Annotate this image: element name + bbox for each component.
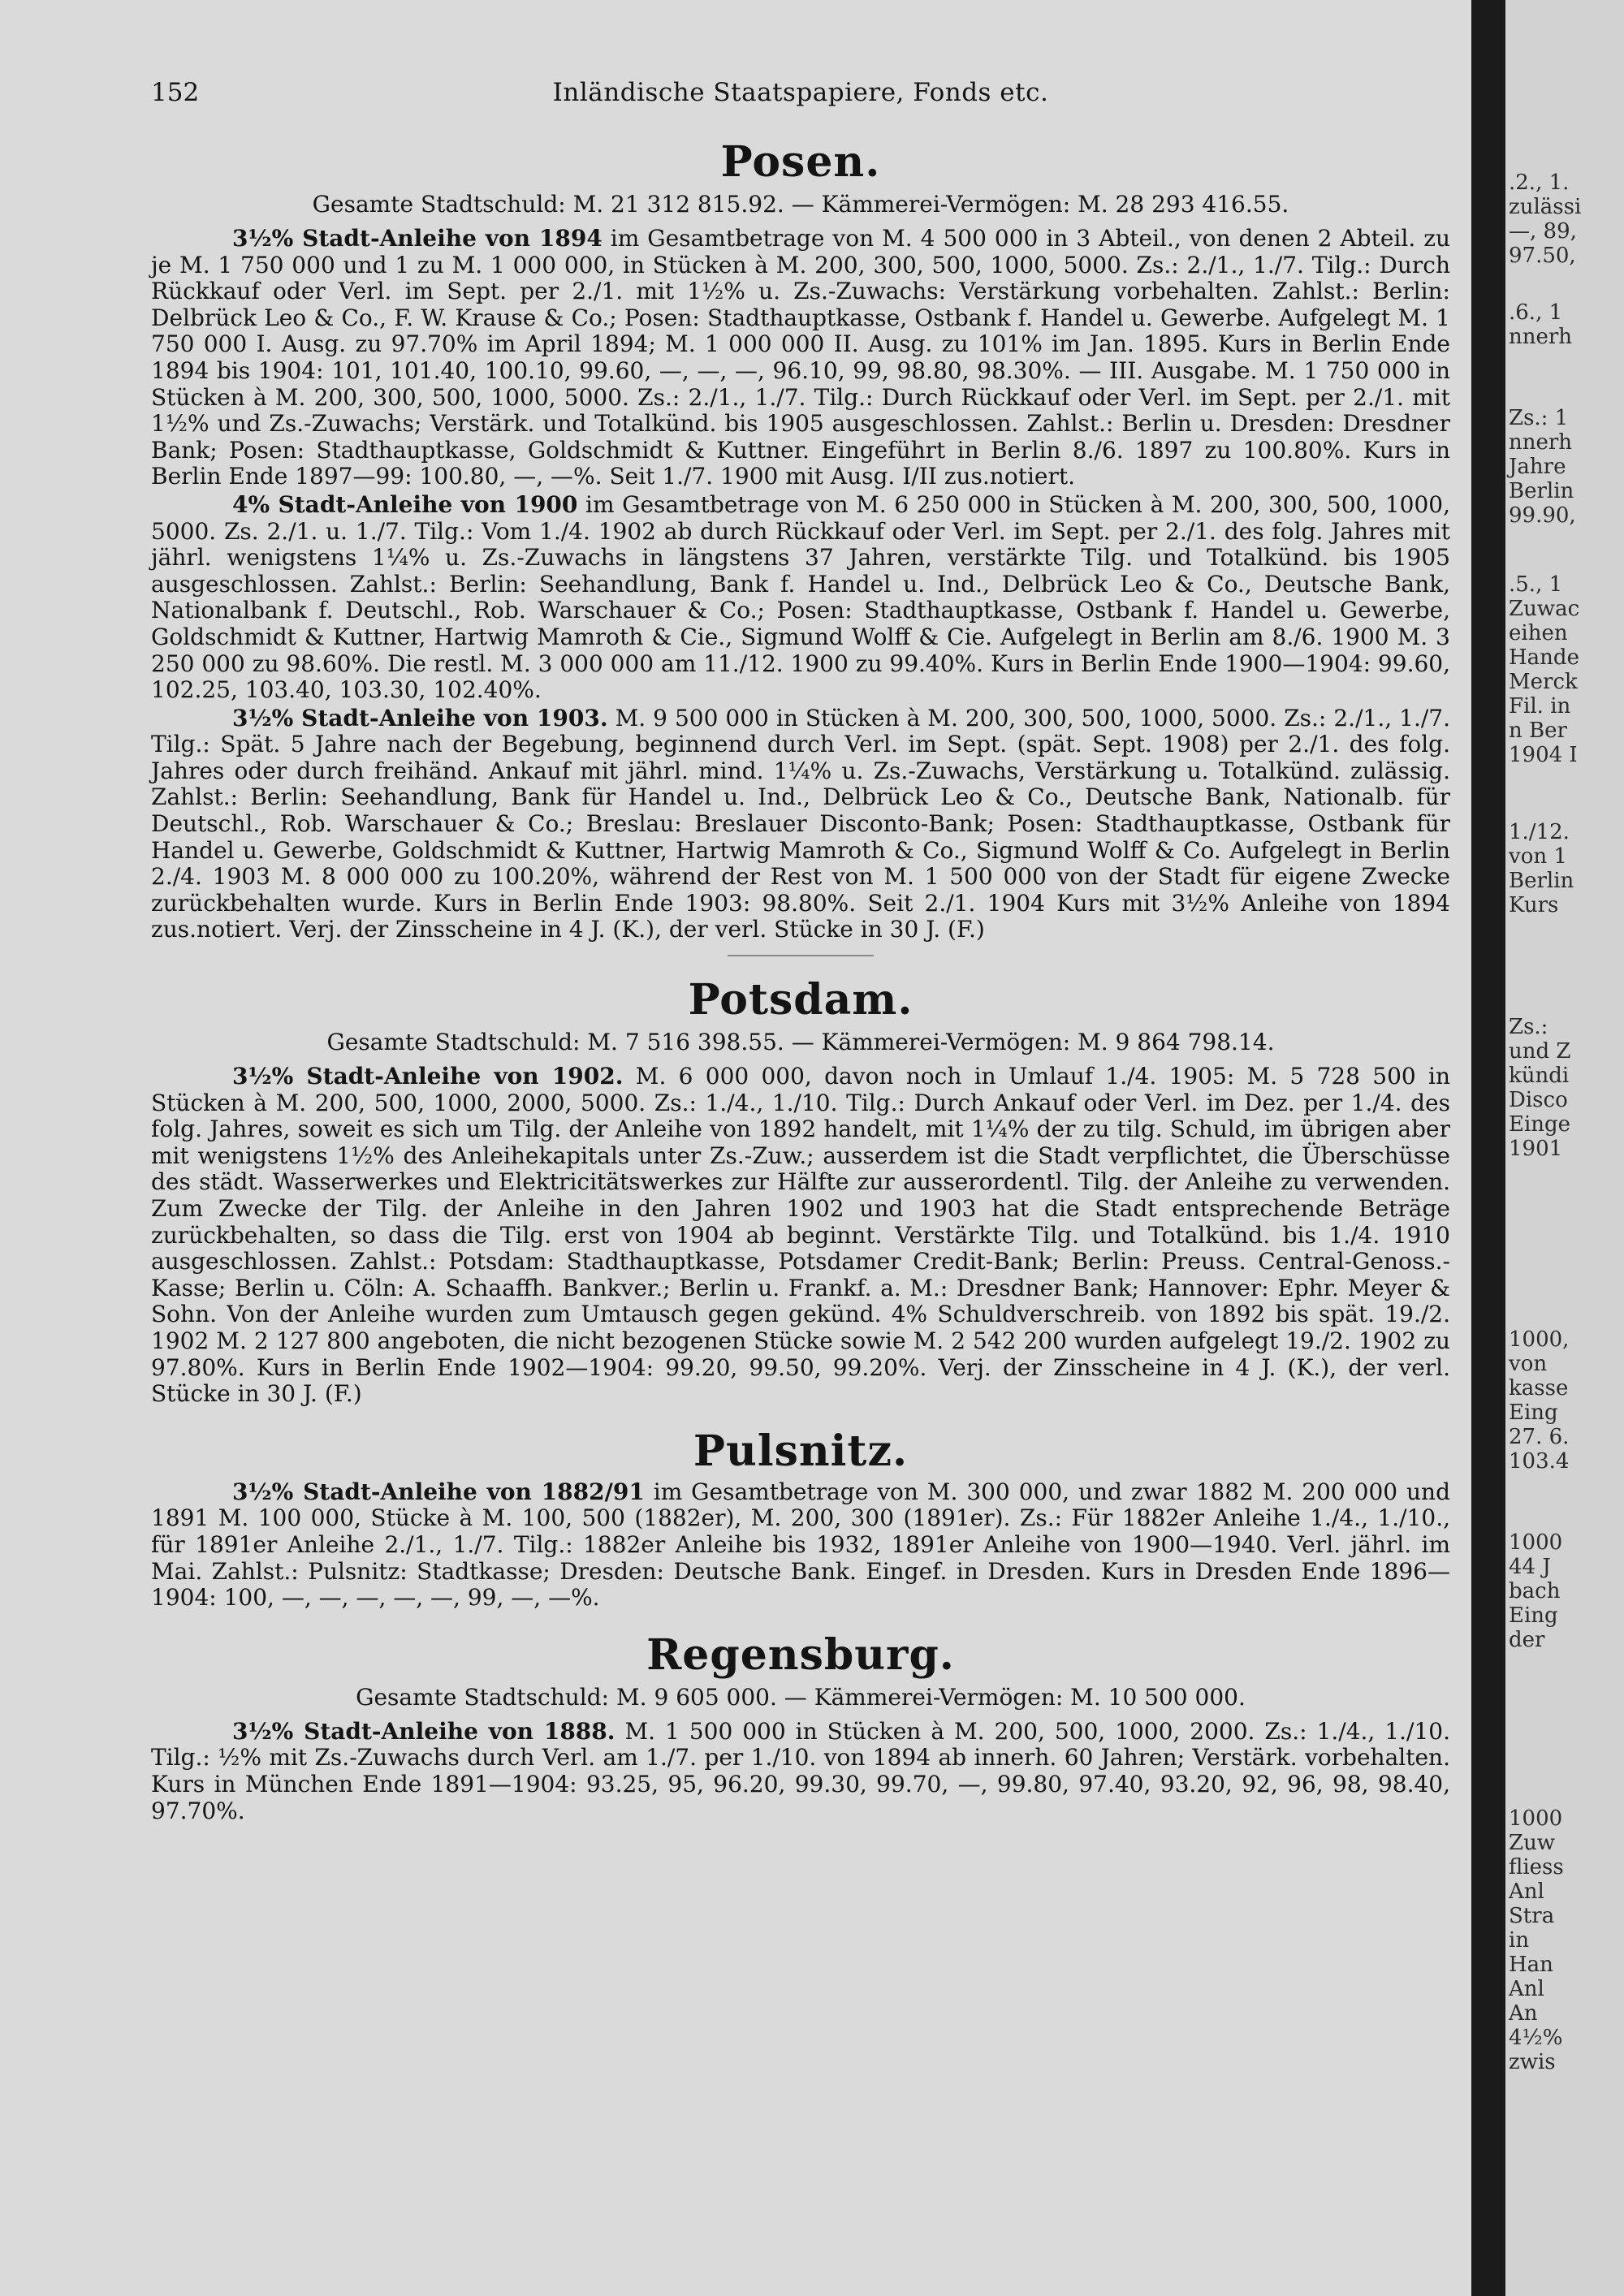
facing-page-fragment: 103.4 [1509,1449,1570,1474]
loan-title: 3½% Stadt-Anleihe von 1888. [232,1717,615,1745]
facing-page-fragment: kasse [1509,1376,1569,1400]
facing-page-fragment: 27. 6. [1509,1425,1570,1449]
facing-page-fragment: 1./12. [1509,820,1570,844]
facing-page-fragment: .2., 1. [1509,170,1570,195]
facing-page-fragment: kündi [1509,1064,1570,1088]
facing-page-fragment: zwis [1509,2050,1556,2074]
facing-page-fragment: in [1509,1928,1530,1953]
facing-page-fragment: n Ber [1509,719,1567,743]
facing-page-fragment: Eing [1509,1603,1558,1628]
facing-page-fragment: Eing [1509,1400,1558,1425]
facing-page-fragment: .6., 1 [1509,300,1563,325]
facing-page-fragment: Stra [1509,1904,1555,1928]
facing-page-fragment: nnerh [1509,430,1573,455]
facing-page-fragment: bach [1509,1579,1561,1603]
loan-entry [151,1719,1450,1824]
loan-text: M. 6 000 000, davon noch in Umlauf 1./4. 1905: M. 5 728 500 in Stücken à M. 200, 500, 1000, 2000, 5000. Zs.: 1./4., 1./10. Tilg.: Durch Ankauf oder Verl. im Dez. per 1./4. des folg. Jahres, soweit es sich um Tilg. der Anleihe von 1892 handelt, mit 1¼% der zu tilg. Schuld, im übrigen aber mit wenigstens 1½% des Anleihekapitals unter Zs.-Zuw.; ausserdem ist die Stadt verpflichtet, die Überschüsse des städt. Wasserwerkes und Elektricitätswerkes zur Hälfte zur ausserordentl. Tilg. der Anleihe zu verwenden. Zum Zwecke der Tilg. der Anleihe in den Jahren 1902 und 1903 hat die Stadt entsprechende Beträge zurückbehalten, so dass die Tilg. erst von 1904 ab beginnt. Verstärkte Tilg. und Totalkünd. bis 1./4. 1910 ausgeschlossen. Zahlst.: Potsdam: Stadthauptkasse, Potsdamer Credit-Bank; Berlin: Preuss. Central-Genoss.-Kasse; Berlin u. Cöln: A. Schaaffh. Bankver.; Berlin u. Frankf. a. M.: Dresdner Bank; Hannover: Ephr. Meyer & Sohn. Von der Anleihe wurden zum Umtausch gegen gekünd. 4% Schuldverschreib. von 1892 bis spät. 19./2. 1902 M. 2 127 800 angeboten, die nicht bezogenen Stücke sowie M. 2 542 200 wurden aufgelegt 19./2. 1902 zu 97.80%. Kurs in Berlin Ende 1902—1904: 99.20, 99.50, 99.20%. Verj. der Zinsscheine in 4 J. (K.), der verl. Stücke in 30 J. (F.) [151,1063,1451,1408]
book-gutter [1471,0,1505,2296]
facing-page-fragment: und Z [1509,1039,1571,1064]
loan-entry [151,706,1450,943]
facing-page-fragment: Disco [1509,1088,1568,1112]
loan-text: M. 9 500 000 in Stücken à M. 200, 300, 500, 1000, 5000. Zs.: 2./1., 1./7. Tilg.: Spät. 5 Jahre nach der Begebung, beginnend durch Verl. im Sept. (spät. Sept. 1908) per 2./1. des folg. Jahres oder durch freihänd. Ankauf mit jährl. mind. 1¼% u. Zs.-Zuwachs, Verstärkung u. Totalkünd. zulässig. Zahlst.: Berlin: Seehandlung, Bank für Handel u. Ind., Delbrück Leo & Co., Deutsche Bank, Nationalb. für Deutschl., Rob. Warschauer & Co.; Breslau: Breslauer Disconto-Bank; Posen: Stadthauptkasse, Ostbank für Handel u. Gewerbe, Goldschmidt & Kuttner, Hartwig Mamroth & Co., Sigmund Wolff & Co. Aufgelegt in Berlin 2./4. 1903 M. 8 000 000 zu 100.20%, während der Rest von M. 1 500 000 von der Stadt für eigene Zwecke zurückbehalten wurde. Kurs in Berlin Ende 1903: 98.80%. Seit 2./1. 1904 Kurs mit 3½% Anleihe von 1894 zus.notiert. Verj. der Zinsscheine in 4 J. (K.), der verl. Stücke in 30 J. (F.) [151,704,1450,943]
facing-page-fragment: 44 J [1509,1555,1551,1579]
loan-title: 3½% Stadt-Anleihe von 1894 [232,225,603,252]
city-summary: Gesamte Stadtschuld: M. 21 312 815.92. — Kämmerei-Vermögen: M. 28 293 416.55. [312,191,1289,218]
loan-text: im Gesamtbetrage von M. 300 000, und zwar 1882 M. 200 000 und 1891 M. 100 000, Stücke à M. 100, 500 (1882er), M. 200, 300 (1891er). Zs.: Für 1882er Anleihe 1./4., 1./10., für 1891er Anleihe 2./1., 1./7. Tilg.: 1882er Anleihe bis 1932, 1891er Anleihe von 1900—1940. Verl. jährl. im Mai. Zahlst.: Pulsnitz: Stadtkasse; Dresden: Deutsche Bank. Eingef. in Dresden. Kurs in Dresden Ende 1896—1904: 100, —, —, —, —, —, 99, —, —%. [151,1478,1451,1612]
city-section-regensburg [151,1631,1450,1824]
loan-entry [151,1064,1450,1408]
running-head [151,78,1450,119]
page-number: 152 [151,78,200,107]
facing-page-fragment: Hande [1509,645,1579,670]
facing-page-fragment: 1000, [1509,1327,1570,1352]
facing-page-fragment: Berlin [1509,869,1574,893]
city-section-pulsnitz [151,1427,1450,1612]
city-section-potsdam [151,976,1450,1408]
facing-page-fragment: Zs.: 1 [1509,406,1569,430]
facing-page-fragment: von [1509,1352,1548,1376]
facing-page-fragment: 97.50, [1509,244,1576,268]
loan-title: 4% Stadt-Anleihe von 1900 [232,490,578,518]
loan-title: 3½% Stadt-Anleihe von 1903. [232,704,608,732]
facing-page-fragment: Fil. in [1509,694,1571,719]
facing-page-edge [1505,0,1624,2296]
facing-page-fragment: eihen [1509,621,1568,645]
facing-page-fragment: von 1 [1509,844,1567,869]
facing-page-fragment: Merck [1509,670,1578,694]
facing-page-fragment: 4½% [1509,2026,1563,2050]
loan-text: im Gesamtbetrage von M. 4 500 000 in 3 Abteil., von denen 2 Abteil. zu je M. 1 750 000 und 1 zu M. 1 000 000, in Stücken à M. 200, 300, 500, 1000, 5000. Zs.: 2./1., 1./7. Tilg.: Durch Rückkauf oder Verl. im Sept. per 2./1. mit 1½% u. Zs.-Zuwachs: Verstärkung vorbehalten. Zahlst.: Berlin: Delbrück Leo & Co., F. W. Krause & Co.; Posen: Stadthauptkasse, Ostbank f. Handel u. Gewerbe. Aufgelegt M. 1 750 000 I. Ausg. zu 97.70% im April 1894; M. 1 000 000 II. Ausg. zu 101% im Jan. 1895. Kurs in Berlin Ende 1894 bis 1904: 101, 101.40, 100.10, 99.60, —, —, —, 96.10, 99, 98.80, 98.30%. — III. Ausgabe. M. 1 750 000 in Stücken à M. 200, 300, 500, 1000, 5000. Zs.: 2./1., 1./7. Tilg.: Durch Rückkauf oder Verl. im Sept. per 2./1. mit 1½% und Zs.-Zuwachs; Verstärk. und Totalkünd. bis 1905 ausgeschlossen. Zahlst.: Berlin u. Dresden: Dresdner Bank; Posen: Stadthauptkasse, Goldschmidt & Kuttner. Eingeführt in Berlin 8./6. 1897 zu 100.80%. Kurs in Berlin Ende 1897—99: 100.80, —, —%. Seit 1./7. 1900 mit Ausg. I/II zus.notiert. [151,225,1450,490]
loan-text: M. 1 500 000 in Stücken à M. 200, 500, 1000, 2000. Zs.: 1./4., 1./10. Tilg.: ½% mit Zs.-Zuwachs durch Verl. am 1./7. per 1./10. von 1894 ab innerh. 60 Jahren; Verstärk. vorbehalten. Kurs in München Ende 1891—1904: 93.25, 95, 96.20, 99.30, 99.70, —, 99.80, 97.40, 93.20, 92, 96, 98, 98.40, 97.70%. [151,1717,1450,1824]
facing-page-fragment: Anl [1509,1977,1544,2001]
section-divider [728,955,874,956]
facing-page-fragment: Zuw [1509,1831,1556,1855]
facing-page-fragment: 1000 [1509,1806,1563,1831]
facing-page-fragment: Anl [1509,1880,1544,1904]
loan-entry [151,492,1450,704]
city-heading: Posen. [720,137,881,187]
facing-page-fragment: An [1509,2001,1538,2026]
facing-page-fragment: der [1509,1628,1545,1652]
loan-entry [151,226,1450,490]
city-heading: Pulsnitz. [693,1426,909,1476]
facing-page-fragment: 1901 [1509,1137,1563,1161]
facing-page-fragment: fliess [1509,1855,1564,1880]
city-heading: Potsdam. [688,975,914,1025]
city-heading: Regensburg. [646,1629,955,1680]
facing-page-fragment: Zs.: [1509,1015,1548,1039]
city-summary: Gesamte Stadtschuld: M. 9 605 000. — Kämmerei-Vermögen: M. 10 500 000. [356,1683,1246,1711]
facing-page-fragment: 1000 [1509,1530,1563,1555]
loan-title: 3½% Stadt-Anleihe von 1902. [232,1063,624,1090]
facing-page-fragment: .5., 1 [1509,572,1563,597]
facing-page-fragment: Zuwac [1509,597,1580,621]
facing-page-fragment: 99.90, [1509,503,1576,528]
loan-text: im Gesamtbetrage von M. 6 250 000 in Stücken à M. 200, 300, 500, 1000, 5000. Zs. 2./1. u. 1./7. Tilg.: Vom 1./4. 1902 ab durch Rückkauf oder Verl. im Sept. per 2./1. des folg. Jahres mit jährl. wenigstens 1¼% u. Zs.-Zuwachs in längstens 37 Jahren, verstärkte Tilg. und Totalkünd. bis 1905 ausgeschlossen. Zahlst.: Berlin: Seehandlung, Bank f. Handel u. Ind., Delbrück Leo & Co., Deutsche Bank, Nationalbank f. Deutschl., Rob. Warschauer & Co.; Posen: Stadthauptkasse, Ostbank f. Handel u. Gewerbe, Goldschmidt & Kuttner, Hartwig Mamroth & Cie., Sigmund Wolff & Cie. Aufgelegt in Berlin am 8./6. 1900 M. 3 250 000 zu 98.60%. Die restl. M. 3 000 000 am 11./12. 1900 zu 99.40%. Kurs in Berlin Ende 1900—1904: 99.60, 102.25, 103.40, 103.30, 102.40%. [151,490,1450,704]
facing-page-fragment: Jahre [1509,455,1566,479]
facing-page-fragment: nnerh [1509,325,1573,349]
loan-title: 3½% Stadt-Anleihe von 1882/91 [232,1478,645,1505]
loan-entry [151,1479,1450,1612]
page-content [151,78,1450,1826]
city-summary: Gesamte Stadtschuld: M. 7 516 398.55. — Kämmerei-Vermögen: M. 9 864 798.14. [326,1029,1275,1056]
city-section-posen [151,138,1450,943]
facing-page-fragment: —, 89, [1509,219,1577,244]
facing-page-fragment: Kurs [1509,893,1559,917]
facing-page-fragment: Han [1509,1953,1553,1977]
facing-page-fragment: Einge [1509,1112,1571,1137]
facing-page-fragment: 1904 I [1509,743,1578,767]
facing-page-fragment: zulässi [1509,195,1582,219]
running-title: Inländische Staatspapiere, Fonds etc. [552,78,1049,107]
facing-page-fragment: Berlin [1509,479,1574,503]
